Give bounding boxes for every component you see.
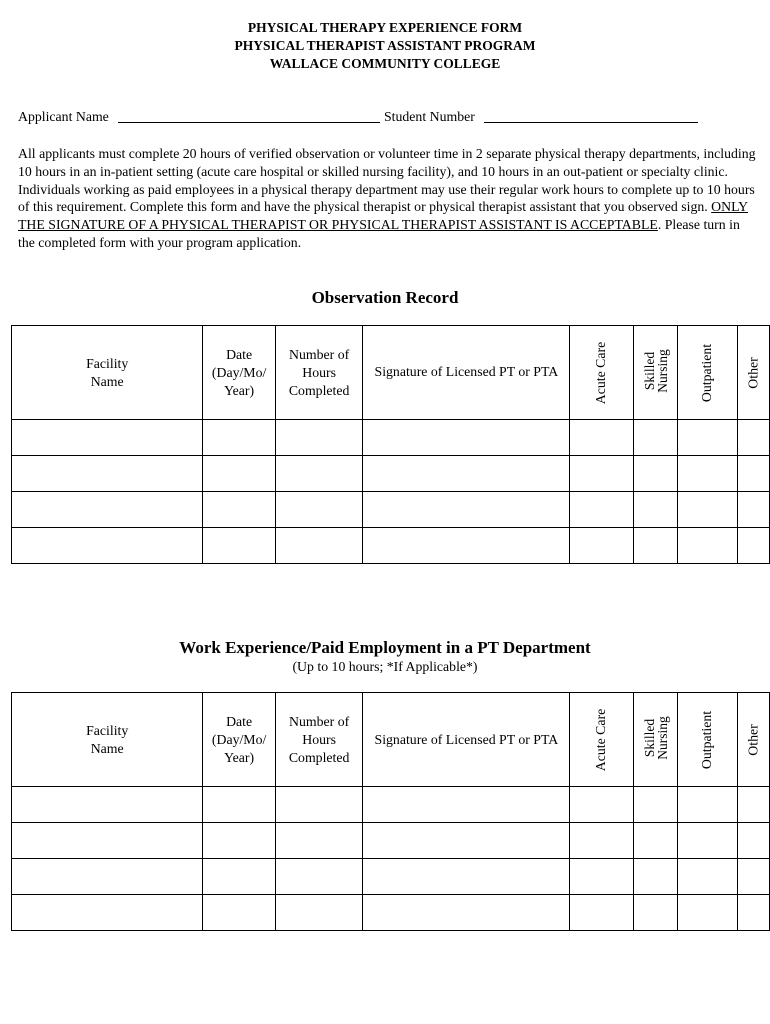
table-row[interactable]	[12, 787, 770, 823]
facility-header: Facility Name	[12, 693, 203, 787]
hours-cell[interactable]	[275, 456, 363, 492]
outpatient-cell[interactable]	[678, 895, 737, 931]
hours-cell[interactable]	[275, 859, 363, 895]
skilled-nursing-cell[interactable]	[633, 420, 678, 456]
acute-care-cell[interactable]	[570, 528, 633, 564]
skilled-nursing-header: Skilled Nursing	[633, 326, 678, 420]
signature-header: Signature of Licensed PT or PTA	[363, 693, 570, 787]
skilled-nursing-cell[interactable]	[633, 823, 678, 859]
other-cell[interactable]	[737, 859, 769, 895]
date-cell[interactable]	[203, 787, 275, 823]
signature-cell[interactable]	[363, 859, 570, 895]
skilled-nursing-header: Skilled Nursing	[633, 693, 678, 787]
other-cell[interactable]	[737, 787, 769, 823]
table-row[interactable]	[12, 895, 770, 931]
outpatient-cell[interactable]	[678, 420, 737, 456]
signature-cell[interactable]	[363, 823, 570, 859]
table-row[interactable]	[12, 859, 770, 895]
other-cell[interactable]	[737, 456, 769, 492]
skilled-nursing-cell[interactable]	[633, 859, 678, 895]
outpatient-header: Outpatient	[678, 326, 737, 420]
hours-cell[interactable]	[275, 420, 363, 456]
outpatient-cell[interactable]	[678, 859, 737, 895]
date-cell[interactable]	[203, 456, 275, 492]
form-title: PHYSICAL THERAPY EXPERIENCE FORM	[247, 20, 523, 35]
signature-cell[interactable]	[363, 895, 570, 931]
signature-header: Signature of Licensed PT or PTA	[363, 326, 570, 420]
facility-cell[interactable]	[12, 895, 203, 931]
other-cell[interactable]	[737, 895, 769, 931]
signature-cell[interactable]	[363, 420, 570, 456]
acute-care-cell[interactable]	[570, 895, 633, 931]
skilled-nursing-cell[interactable]	[633, 895, 678, 931]
instructions-text: All applicants must complete 20 hours of verified observation or volunteer time in 2 separate physical therapy departments, including 10 hours in an in-patient setting (acute care hospital or skilled nursing facility), and 10 hours in an out-patient or specialty clinic. Individuals working as paid employees in a physical therapy department may use their regular work hours to complete up to 10 hours of this requirement. Complete this form and have the physical therapist or physical therapist assistant that you observed sign.	[18, 146, 756, 215]
acute-care-header: Acute Care	[570, 693, 633, 787]
outpatient-header: Outpatient	[678, 693, 737, 787]
facility-cell[interactable]	[12, 492, 203, 528]
observation-table	[11, 325, 770, 564]
table-row[interactable]	[12, 420, 770, 456]
acute-care-cell[interactable]	[570, 456, 633, 492]
outpatient-cell[interactable]	[678, 823, 737, 859]
student-number-label: Student Number	[384, 109, 475, 124]
hours-cell[interactable]	[275, 528, 363, 564]
acute-care-cell[interactable]	[570, 787, 633, 823]
date-header: Date (Day/Mo/ Year)	[203, 326, 275, 420]
facility-cell[interactable]	[12, 456, 203, 492]
skilled-nursing-cell[interactable]	[633, 456, 678, 492]
skilled-nursing-cell[interactable]	[633, 787, 678, 823]
hours-cell[interactable]	[275, 823, 363, 859]
date-cell[interactable]	[203, 895, 275, 931]
work-experience-table	[11, 692, 770, 931]
work-experience-title: Work Experience/Paid Employment in a PT Department	[179, 638, 591, 657]
college-name: WALLACE COMMUNITY COLLEGE	[269, 56, 501, 71]
table-row[interactable]	[12, 823, 770, 859]
outpatient-cell[interactable]	[678, 528, 737, 564]
observation-header-row	[12, 326, 770, 420]
table-row[interactable]	[12, 492, 770, 528]
instructions-closing: . Please turn in the completed form with your program application.	[18, 217, 740, 250]
skilled-nursing-cell[interactable]	[633, 492, 678, 528]
other-cell[interactable]	[737, 823, 769, 859]
facility-cell[interactable]	[12, 420, 203, 456]
other-cell[interactable]	[737, 492, 769, 528]
hours-header: Number of Hours Completed	[275, 693, 363, 787]
student-number-field[interactable]	[484, 122, 698, 123]
hours-cell[interactable]	[275, 895, 363, 931]
other-cell[interactable]	[737, 420, 769, 456]
work-header-row	[12, 693, 770, 787]
date-cell[interactable]	[203, 859, 275, 895]
date-cell[interactable]	[203, 528, 275, 564]
other-cell[interactable]	[737, 528, 769, 564]
instructions-paragraph	[18, 145, 758, 252]
acute-care-cell[interactable]	[570, 420, 633, 456]
acute-care-cell[interactable]	[570, 823, 633, 859]
outpatient-cell[interactable]	[678, 787, 737, 823]
outpatient-cell[interactable]	[678, 492, 737, 528]
table-row[interactable]	[12, 528, 770, 564]
acute-care-cell[interactable]	[570, 492, 633, 528]
observation-title: Observation Record	[311, 288, 459, 307]
signature-cell[interactable]	[363, 492, 570, 528]
facility-cell[interactable]	[12, 528, 203, 564]
signature-cell[interactable]	[363, 787, 570, 823]
hours-header: Number of Hours Completed	[275, 326, 363, 420]
table-row[interactable]	[12, 456, 770, 492]
hours-cell[interactable]	[275, 787, 363, 823]
program-title: PHYSICAL THERAPIST ASSISTANT PROGRAM	[234, 38, 536, 53]
facility-cell[interactable]	[12, 787, 203, 823]
facility-cell[interactable]	[12, 859, 203, 895]
outpatient-cell[interactable]	[678, 456, 737, 492]
signature-requirement: ONLY THE SIGNATURE OF A PHYSICAL THERAPIST OR PHYSICAL THERAPIST ASSISTANT IS ACCEPTABLE	[18, 199, 749, 233]
date-cell[interactable]	[203, 823, 275, 859]
signature-cell[interactable]	[363, 456, 570, 492]
hours-cell[interactable]	[275, 492, 363, 528]
work-experience-subtitle: (Up to 10 hours; *If Applicable*)	[292, 659, 478, 674]
acute-care-cell[interactable]	[570, 859, 633, 895]
acute-care-header: Acute Care	[570, 326, 633, 420]
signature-cell[interactable]	[363, 528, 570, 564]
applicant-name-field[interactable]	[118, 122, 380, 123]
date-header: Date (Day/Mo/ Year)	[203, 693, 275, 787]
other-header: Other	[737, 693, 769, 787]
facility-header: Facility Name	[12, 326, 203, 420]
facility-cell[interactable]	[12, 823, 203, 859]
skilled-nursing-cell[interactable]	[633, 528, 678, 564]
date-cell[interactable]	[203, 420, 275, 456]
other-header: Other	[737, 326, 769, 420]
applicant-name-label: Applicant Name	[18, 109, 109, 124]
date-cell[interactable]	[203, 492, 275, 528]
